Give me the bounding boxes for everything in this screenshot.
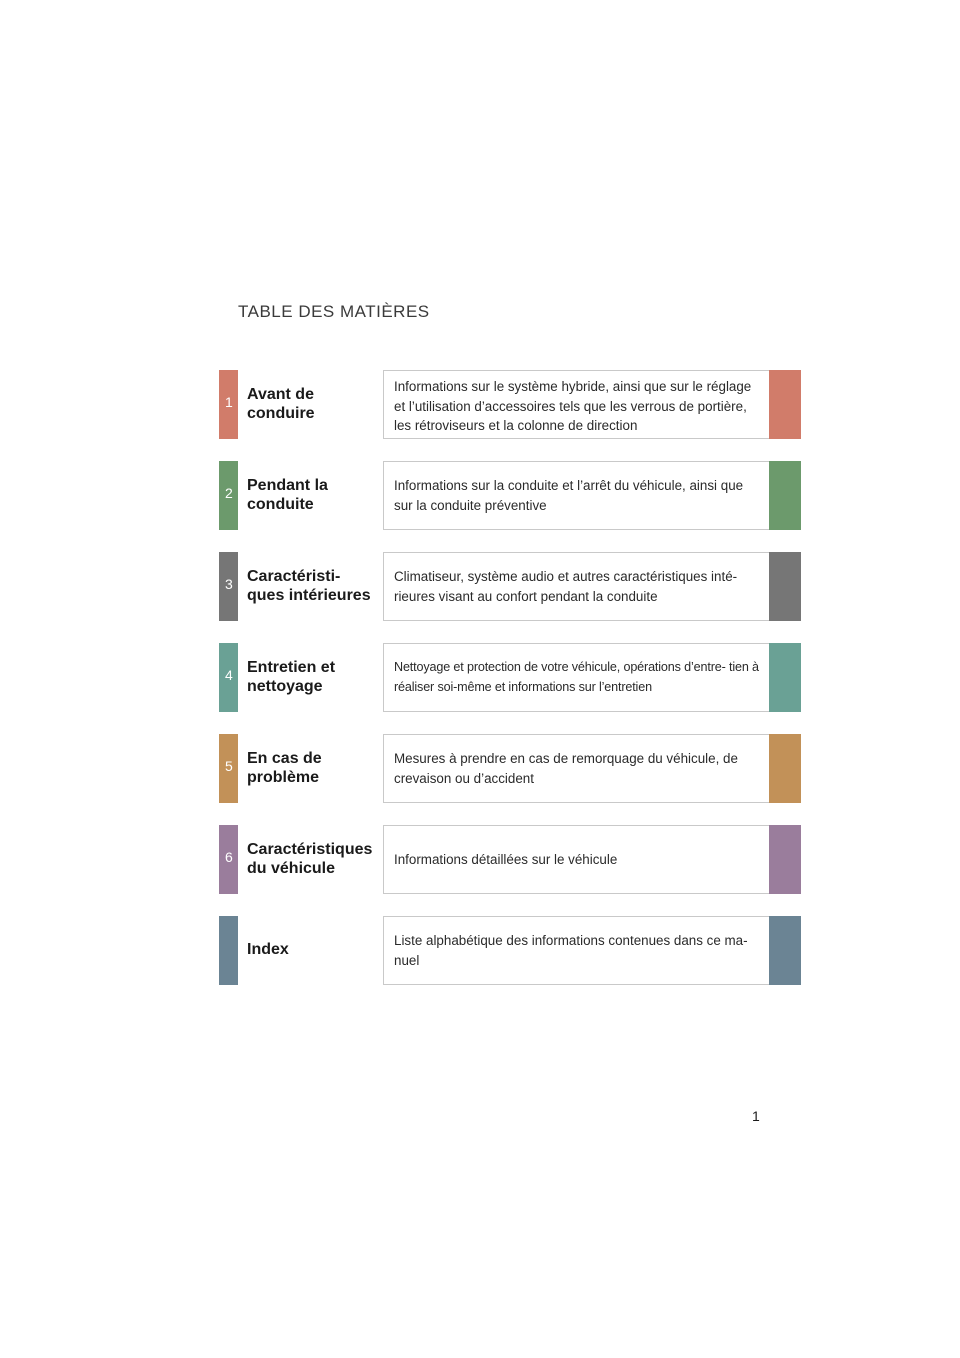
section-description-box (383, 916, 769, 985)
toc-row-1[interactable] (219, 370, 801, 439)
toc-row-3[interactable] (219, 552, 801, 621)
section-color-strip (219, 552, 238, 621)
section-description: Liste alphabétique des informations contenues dans ce ma- nuel (394, 933, 748, 968)
section-title[interactable]: Pendant la conduite (247, 477, 328, 513)
section-description-box (383, 370, 769, 439)
section-description: Informations détaillées sur le véhicule (394, 852, 618, 867)
section-number: 1 (225, 394, 233, 410)
toc-row-4[interactable] (219, 643, 801, 712)
section-title[interactable]: Index (247, 941, 289, 958)
section-color-strip (219, 825, 238, 894)
toc-row-6[interactable] (219, 825, 801, 894)
page-title: TABLE DES MATIÈRES (238, 302, 430, 321)
section-description-box (383, 825, 769, 894)
section-description: Climatiseur, système audio et autres caractéristiques inté- rieures visant au confort pendant la conduite (394, 569, 738, 604)
section-color-strip (219, 461, 238, 530)
section-title[interactable]: Caractéristiques du véhicule (247, 841, 373, 877)
section-tab[interactable] (769, 734, 801, 803)
toc-list (219, 370, 801, 1007)
page-number: 1 (752, 1108, 760, 1124)
section-tab[interactable] (769, 461, 801, 530)
toc-row-index[interactable] (219, 916, 801, 985)
section-number: 3 (225, 576, 233, 592)
section-color-strip (219, 916, 238, 985)
section-description: Informations sur le système hybride, ainsi que sur le réglage et l’utilisation d’accessoires tels que les verrous de portière, les rétroviseurs et la colonne de direction (394, 379, 752, 433)
toc-row-2[interactable] (219, 461, 801, 530)
section-color-strip (219, 370, 238, 439)
section-description-box (383, 734, 769, 803)
section-title[interactable]: En cas de problème (247, 750, 322, 786)
section-number: 5 (225, 758, 233, 774)
section-description-box (383, 461, 769, 530)
section-tab[interactable] (769, 643, 801, 712)
section-number: 6 (225, 849, 233, 865)
section-description-box (383, 643, 769, 712)
section-color-strip (219, 734, 238, 803)
section-number: 2 (225, 485, 233, 501)
section-tab[interactable] (769, 552, 801, 621)
section-number: 4 (225, 667, 233, 683)
section-tab[interactable] (769, 825, 801, 894)
section-description-box (383, 552, 769, 621)
toc-row-5[interactable] (219, 734, 801, 803)
section-title[interactable]: Avant de conduire (247, 386, 315, 422)
section-tab[interactable] (769, 370, 801, 439)
section-title[interactable]: Caractéristi- ques intérieures (247, 568, 371, 604)
section-title[interactable]: Entretien et nettoyage (247, 659, 336, 695)
section-tab[interactable] (769, 916, 801, 985)
section-description: Mesures à prendre en cas de remorquage du véhicule, de crevaison ou d’accident (394, 751, 738, 786)
section-description: Informations sur la conduite et l’arrêt du véhicule, ainsi que sur la conduite préventive (394, 478, 744, 513)
section-description: Nettoyage et protection de votre véhicule, opérations d’entre- tien à réaliser soi-même et informations sur l’entretien (394, 660, 759, 694)
section-color-strip (219, 643, 238, 712)
